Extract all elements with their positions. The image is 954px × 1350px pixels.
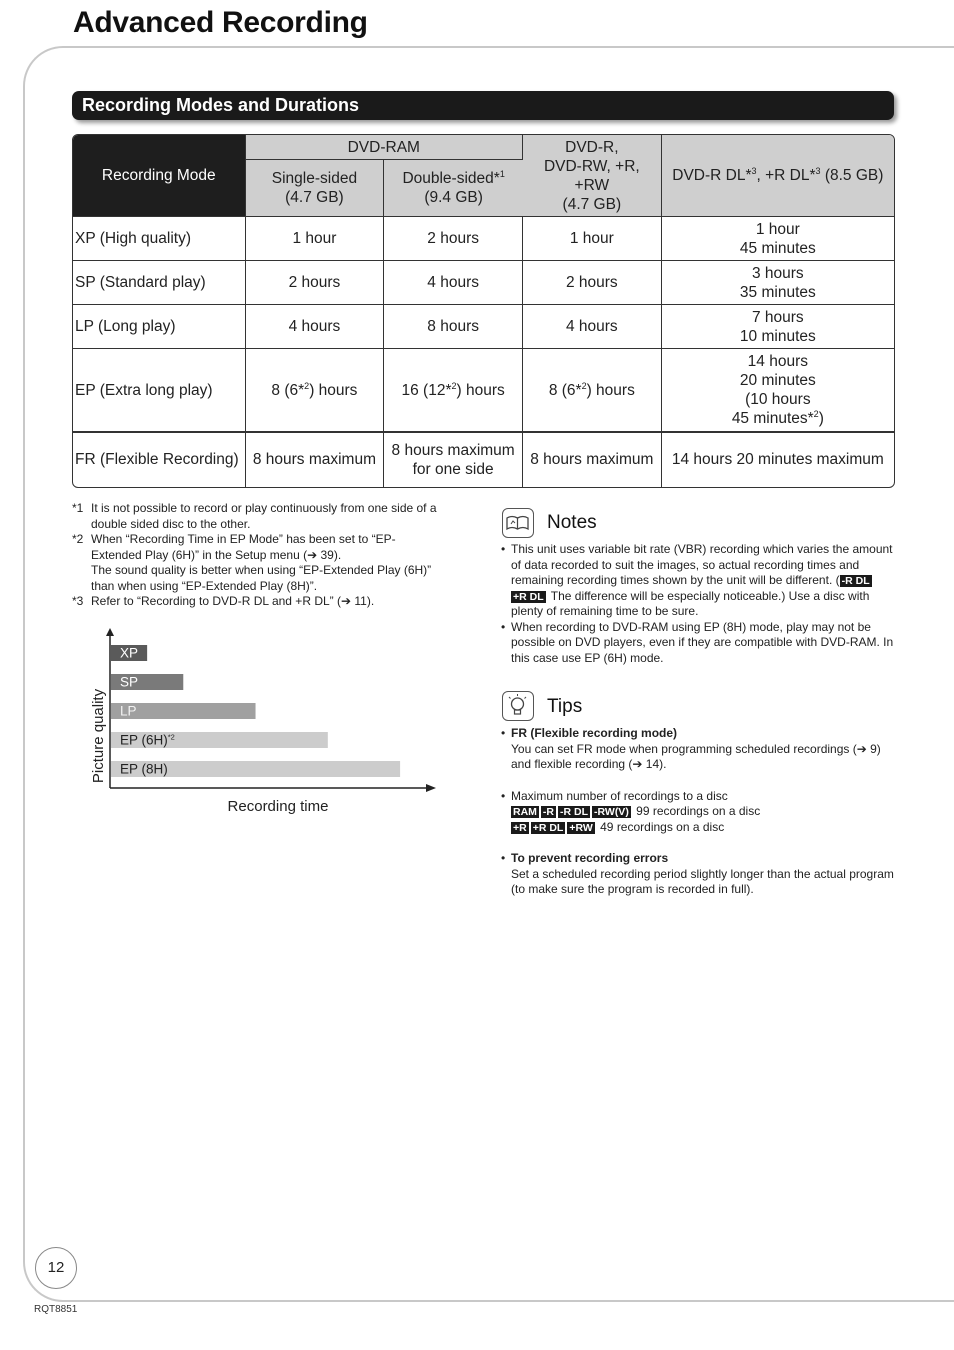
recording-modes-table xyxy=(72,134,895,488)
table-row xyxy=(73,217,894,261)
table-cell: 2 hours xyxy=(246,261,385,305)
footnotes xyxy=(72,501,472,610)
table-cell: 1 hour xyxy=(523,217,662,261)
x-axis-arrow xyxy=(426,784,436,792)
notes-title: Notes xyxy=(547,512,597,533)
list-item: • Maximum number of recordings to a disc RAM -R -R DL -RW(V) 99 recordings on a disc +R +R DL +RW 49 recordings on a disc xyxy=(500,789,900,836)
lightbulb-icon xyxy=(502,691,534,721)
list-item: • This unit uses variable bit rate (VBR) recording which varies the amount of data recorded to suit the images, so actual recording times and remaining recording times shown by the unit will be different. ( -R DL+R DL The difference will be especially noticeable.) Use a disc with plenty of remaining time to be sure. xyxy=(500,542,900,620)
bar-label: XP xyxy=(120,645,139,661)
tips-list xyxy=(500,726,900,914)
header-dvd-r-dl: DVD-R DL*$^3$, +R DL*$^3$ (8.5 GB) xyxy=(662,135,894,217)
mode-cell: SP (Standard play) xyxy=(73,261,246,305)
table-cell: 1 hour xyxy=(246,217,385,261)
mode-cell: FR (Flexible Recording) xyxy=(73,433,246,487)
table-cell: 14 hours 20 minutes maximum xyxy=(671,451,884,469)
footnote: *2 When “Recording Time in EP Mode” has been set to “EP- Extended Play (6H)” in the Setup menu (➔ 39). The sound quality is better when using “EP-Extended Play (6H)” than when using “EP-Extended Play (8H)”. xyxy=(72,532,432,593)
table-row xyxy=(73,433,894,487)
disc-badge: +R DL xyxy=(513,590,544,603)
x-axis-label: Recording time xyxy=(227,798,329,815)
disc-badge: -R DL xyxy=(560,806,589,818)
table-cell: 4 hours xyxy=(384,261,523,305)
y-axis-label: Picture quality xyxy=(90,688,107,784)
header-single-sided: Single-sided (4.7 GB) xyxy=(246,160,385,217)
table-cell: 8 hours maximum xyxy=(523,433,662,487)
table-cell: 14 hours 20 minutes (10 hours 45 minutes*$^2$) xyxy=(662,349,894,432)
table-cell: 8 (6*$^2$) hours xyxy=(246,349,385,432)
list-item: • When recording to DVD-RAM using EP (8H) mode, play may not be possible on DVD players, even if they are compatible with DVD-RAM. In this case use EP (6H) mode. xyxy=(500,620,900,667)
table-cell: 4 hours xyxy=(246,305,385,349)
page-number: 12 xyxy=(35,1247,77,1289)
chart-svg xyxy=(60,620,480,820)
table-cell: 7 hours 10 minutes xyxy=(662,305,894,349)
table-row xyxy=(73,261,894,305)
disc-badge: +R xyxy=(513,821,527,834)
document-code: RQT8851 xyxy=(34,1304,78,1315)
disc-badge: -R DL xyxy=(841,575,870,587)
disc-badge: -R xyxy=(542,806,555,818)
table-cell: 1 hour 45 minutes xyxy=(662,217,894,261)
list-item: • To prevent recording errors Set a scheduled recording period slightly longer than the actual program (to make sure the program is recorded in full). xyxy=(500,851,900,898)
table-cell: 8 hours maximum for one side xyxy=(384,433,523,487)
table-cell: 3 hours 35 minutes xyxy=(662,261,894,305)
header-dvd-r: DVD-R, DVD-RW, +R, +RW (4.7 GB) xyxy=(523,135,662,217)
bar-label: SP xyxy=(120,674,139,690)
quality-vs-time-chart xyxy=(60,620,480,820)
mode-cell: EP (Extra long play) xyxy=(73,349,246,432)
bar-label: LP xyxy=(120,703,137,719)
header-double-sided: Double-sided*$^1$ (9.4 GB) xyxy=(384,160,523,217)
section-title: Recording Modes and Durations xyxy=(72,91,894,120)
table-cell: 8 hours xyxy=(384,305,523,349)
table-row xyxy=(73,349,894,432)
header-recording-mode: Recording Mode xyxy=(73,135,246,217)
table-cell: 4 hours xyxy=(523,305,662,349)
disc-badge: RAM xyxy=(513,806,537,818)
disc-badge: -RW(V) xyxy=(594,806,629,818)
header-dvd-ram: DVD-RAM xyxy=(246,135,523,160)
mode-cell: XP (High quality) xyxy=(73,217,246,261)
bar-label: EP (8H) xyxy=(120,761,168,777)
bar-label: EP $(6H)^{*2}$ xyxy=(120,732,175,748)
book-icon xyxy=(502,508,534,538)
table-cell: 2 hours xyxy=(384,217,523,261)
table-cell: 16 (12*$^2$) hours xyxy=(384,349,523,432)
notes-list xyxy=(500,542,900,666)
list-item: • FR (Flexible recording mode) You can set FR mode when programming scheduled recordings (➔ 9) and flexible recording (➔ 14). xyxy=(500,726,900,773)
footnote: *1 It is not possible to record or play continuously from one side of a double sided disc to the other. xyxy=(72,501,437,531)
y-axis-arrow xyxy=(106,628,114,636)
disc-badge: +R DL xyxy=(532,821,564,834)
table-row xyxy=(73,305,894,349)
table-cell: 8 hours maximum xyxy=(246,433,385,487)
tips-title: Tips xyxy=(547,696,583,717)
table-cell: 2 hours xyxy=(523,261,662,305)
disc-badge: +RW xyxy=(569,821,593,834)
table-cell: 8 (6*$^2$) hours xyxy=(523,349,662,432)
footnote: *3 Refer to “Recording to DVD-R DL and +R DL” (➔ 11). xyxy=(72,594,375,608)
page-title: Advanced Recording xyxy=(73,6,368,39)
mode-cell: LP (Long play) xyxy=(73,305,246,349)
